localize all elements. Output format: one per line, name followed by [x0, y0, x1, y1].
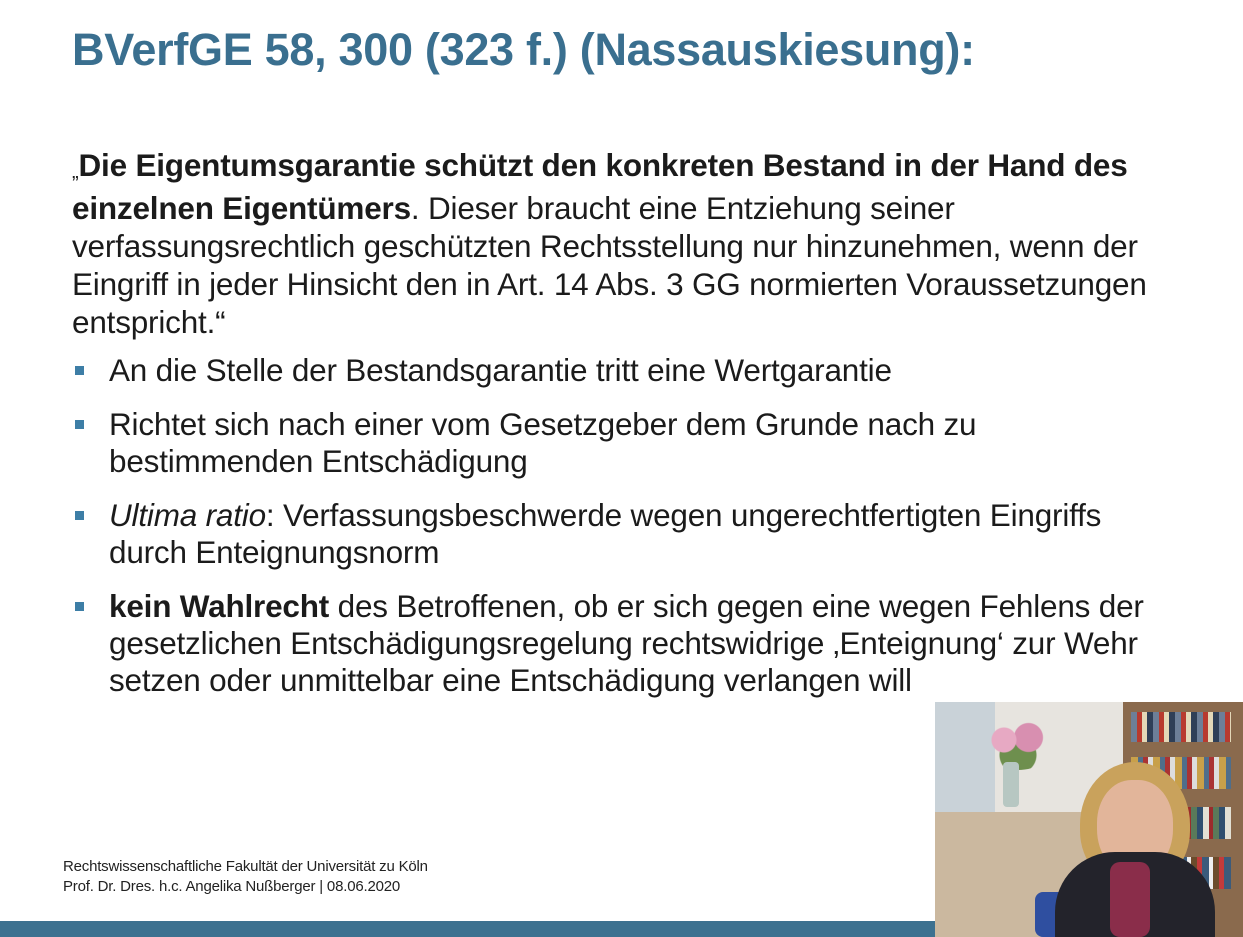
square-bullet-icon: [75, 366, 84, 375]
bullet-item: [72, 588, 1182, 699]
quote-rest-text: . Dieser braucht eine Entziehung seiner verfassungsrechtlich geschützten Rechtsstellung nur hinzunehmen, wenn der Eingriff in jeder Hinsicht den in Art. 14 Abs. 3 GG normierten Voraussetzungen entspricht.“: [72, 190, 1147, 340]
square-bullet-icon: [75, 511, 84, 520]
quote-bold-text: Die Eigentumsgarantie schützt den konkreten Bestand in der Hand des einzelnen Eigentümers: [72, 147, 1128, 226]
presenter-scarf: [1110, 862, 1150, 937]
square-bullet-icon: [75, 602, 84, 611]
bullet-item: [72, 497, 1182, 571]
webcam-video-overlay[interactable]: [935, 702, 1243, 937]
vase: [1003, 762, 1019, 807]
bullet-item: [72, 352, 1182, 389]
bullet-text: An die Stelle der Bestandsgarantie tritt eine Wertgarantie: [109, 352, 892, 388]
bullet-text: des Betroffenen, ob er sich gegen eine wegen Fehlens der gesetzlichen Entschädigungsregelung rechtswidrige ‚Enteignung‘ zur Wehr setzen oder unmittelbar eine Entschädigung verlangen will: [109, 588, 1144, 698]
bullet-bold-text: kein Wahlrecht: [109, 588, 330, 624]
footer-institution: Rechtswissenschaftliche Fakultät der Universität zu Köln: [63, 858, 428, 875]
books-row: [1131, 712, 1231, 742]
quote-open-mark: „: [72, 161, 79, 183]
footer-author-date: Prof. Dr. Dres. h.c. Angelika Nußberger | 08.06.2020: [63, 878, 401, 895]
bullet-item: [72, 406, 1182, 480]
background-window: [935, 702, 995, 812]
square-bullet-icon: [75, 420, 84, 429]
bullet-list: [72, 352, 1182, 699]
quote-paragraph: [72, 146, 1202, 341]
slide-footer: [63, 857, 428, 897]
slide-title: BVerfGE 58, 300 (323 f.) (Nassauskiesung):: [72, 24, 975, 75]
bullet-italic-text: Ultima ratio: [109, 497, 266, 533]
bullet-text: Richtet sich nach einer vom Gesetzgeber dem Grunde nach zu bestimmenden Entschädigung: [109, 406, 977, 479]
bullet-text: : Verfassungsbeschwerde wegen ungerechtfertigten Eingriffs durch Enteignungsnorm: [109, 497, 1102, 570]
